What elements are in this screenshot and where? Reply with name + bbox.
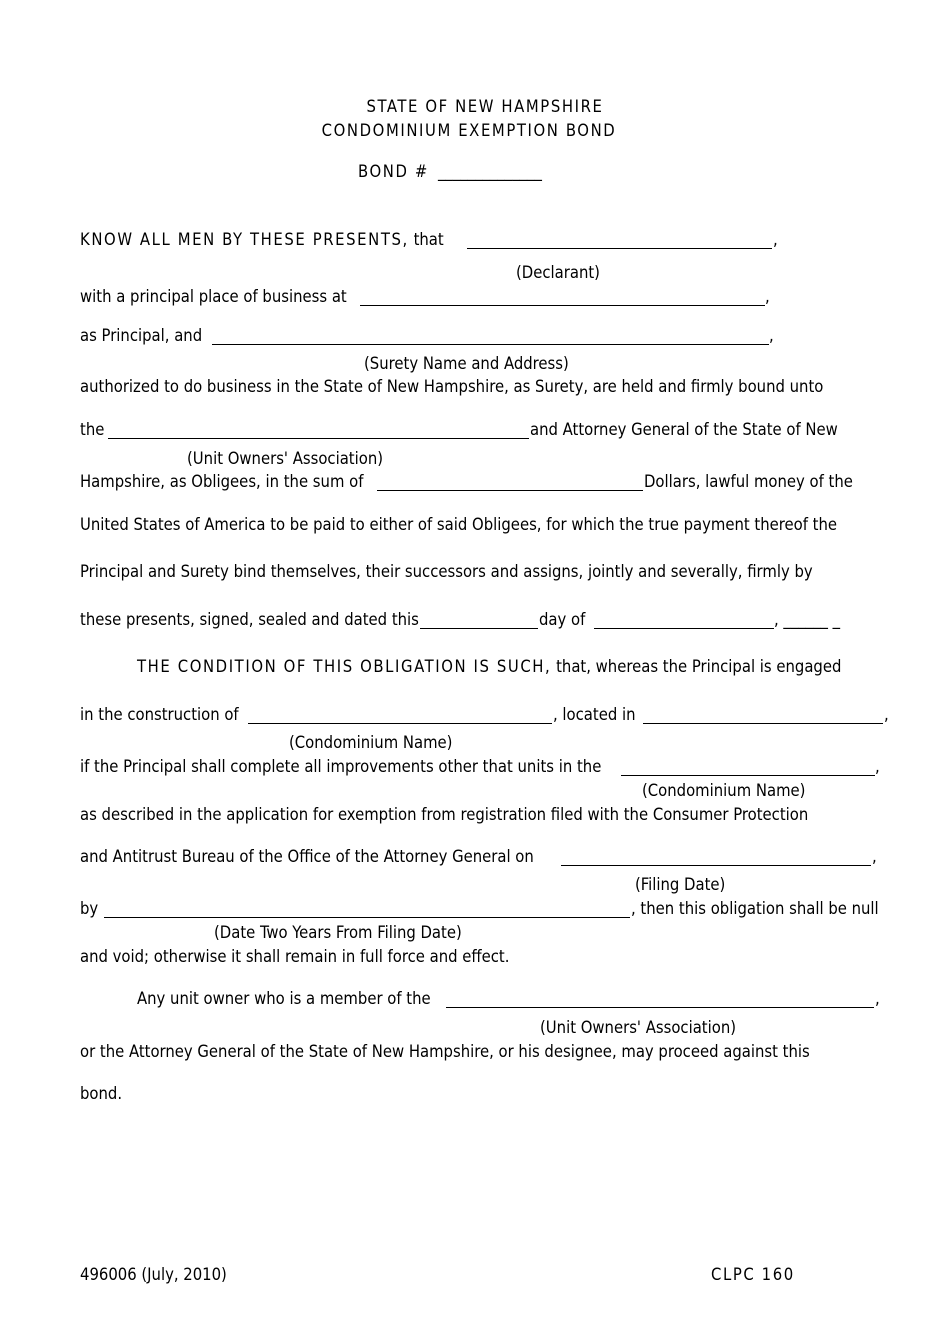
condition-caps: THE CONDITION OF THIS OBLIGATION IS SUCH, [137,657,552,676]
or-ag-line: or the Attorney General of the State of New Hampshire, or his designee, may proceed against this [80,1042,810,1061]
month-field[interactable] [594,628,774,629]
any-owner-label: Any unit owner who is a member of the [137,989,431,1008]
bond-number-label: BOND # [358,162,429,181]
filing-date-field[interactable] [561,865,871,866]
principal-line-label: as Principal, and [80,326,203,345]
caption-filing-date: (Filing Date) [635,875,726,894]
condition-line [137,657,841,677]
declarant-field[interactable] [467,248,772,249]
preamble-that: that [413,230,444,249]
antitrust-label: and Antitrust Bureau of the Office of the Attorney General on [80,847,534,866]
preamble-caps: KNOW ALL MEN BY THESE PRESENTS, [80,230,409,249]
dated-label: these presents, signed, sealed and dated this [80,610,419,629]
authorized-line: authorized to do business in the State of New Hampshire, as Surety, are held and firmly bound unto [80,377,824,396]
bond-number-field[interactable]: ______________ [438,162,542,181]
caption-association: (Unit Owners' Association) [187,449,384,468]
condominium-name-field[interactable] [248,723,552,724]
comma: , [884,705,889,724]
caption-declarant: (Declarant) [516,263,600,282]
preamble-line [80,230,444,250]
the-label: the [80,420,105,439]
association-field-2[interactable] [446,1007,874,1008]
comma: , [769,326,774,345]
location-field[interactable] [643,723,883,724]
comma: , [773,230,778,249]
business-line-label: with a principal place of business at [80,287,347,306]
day-of-label: day of [539,610,586,629]
bind-line: Principal and Surety bind themselves, their successors and assigns, jointly and severally, firmly by [80,562,813,581]
comma: , [875,989,880,1008]
condition-rest: that, whereas the Principal is engaged [556,657,842,676]
caption-condominium-2: (Condominium Name) [642,781,806,800]
two-year-date-field[interactable] [104,917,630,918]
surety-field[interactable] [212,344,769,345]
described-line: as described in the application for exemption from registration filed with the Consumer Protection [80,805,809,824]
caption-association-2: (Unit Owners' Association) [540,1018,737,1037]
condominium-name-field-2[interactable] [621,775,875,776]
dollars-text: Dollars, lawful money of the [644,472,853,491]
form-title: CONDOMINIUM EXEMPTION BOND [321,121,617,140]
construction-label: in the construction of [80,705,239,724]
null-text: , then this obligation shall be null [631,899,879,918]
association-field[interactable] [108,438,529,439]
form-code: CLPC 160 [711,1265,795,1284]
obligees-label: Hampshire, as Obligees, in the sum of [80,472,364,491]
comma: , [872,847,877,866]
year-field[interactable]: , ______ _ [774,610,841,629]
located-label: , located in [553,705,636,724]
comma: , [875,757,880,776]
bond-word: bond. [80,1084,123,1103]
day-field[interactable] [420,628,538,629]
caption-two-years: (Date Two Years From Filing Date) [214,923,462,942]
form-id: 496006 (July, 2010) [80,1265,227,1284]
by-label: by [80,899,99,918]
comma: , [765,287,770,306]
void-line: and void; otherwise it shall remain in full force and effect. [80,947,510,966]
improvements-label: if the Principal shall complete all improvements other that units in the [80,757,602,776]
attorney-general-text: and Attorney General of the State of New [530,420,838,439]
business-address-field[interactable] [360,305,765,306]
sum-field[interactable] [377,490,643,491]
caption-surety: (Surety Name and Address) [364,354,569,373]
usa-line: United States of America to be paid to either of said Obligees, for which the true payment thereof the [80,515,838,534]
state-heading: STATE OF NEW HAMPSHIRE [366,97,604,116]
caption-condominium: (Condominium Name) [289,733,453,752]
